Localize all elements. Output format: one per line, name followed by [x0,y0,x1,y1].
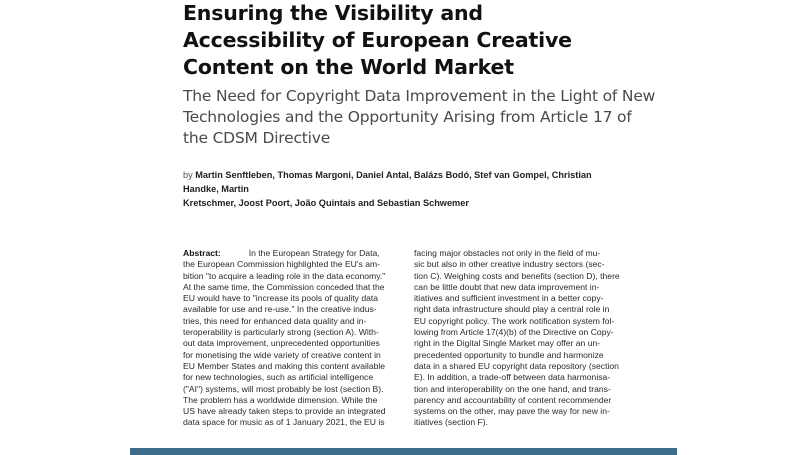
abstract-line: the European Commission highlighted the EU's am- [183,259,381,270]
abstract-line: precedented opportunity to bundle and harmonize [414,349,604,360]
author-names-line-2: Kretschmer, Joost Poort, João Quintais and Sebastian Schwemer [183,198,469,208]
abstract-line: itiatives (section F). [414,417,489,428]
abstract-column-right [414,248,628,429]
abstract-line: available for use and re-use." In the creative indus- [183,304,377,315]
abstract-line: out data improvement, unprecedented opportunities [183,338,380,349]
author-list [183,168,623,210]
abstract-line: ("AI") systems, will most probably be lost (section B). [183,383,384,394]
subtitle-line: The Need for Copyright Data Improvement in the Light of New [183,87,656,105]
paper-subtitle [183,86,656,149]
abstract-line: can be little doubt that new data improvement in- [414,281,600,292]
abstract-label: Abstract: [183,248,221,258]
abstract-line: EU copyright policy. The work notification system fol- [414,315,615,326]
title-line: Ensuring the Visibility and [183,1,483,25]
abstract-line: EU would have to "increase its pools of quality data [183,293,379,304]
abstract-line: systems on the other, may pave the way for new in- [414,406,610,417]
abstract-line: for monetising the wide variety of creative content in [183,349,381,360]
abstract-line: data space for music as of 1 January 2021, the EU is [183,417,385,428]
abstract-line: At the same time, the Commission conceded that the [183,281,385,292]
abstract-column-left [183,248,390,429]
abstract-line: bition "to acquire a leading role in the data economy." [183,270,386,281]
subtitle-line: the CDSM Directive [183,129,331,147]
abstract-line [183,248,390,259]
subtitle-line: Technologies and the Opportunity Arising from Article 17 of [183,108,632,126]
abstract-line: US have already taken steps to provide an integrated [183,406,386,417]
paper-title [183,0,663,81]
abstract-line: tion and interoperability on the one hand, and trans- [414,383,611,394]
abstract-line: parency and accountability of content recommender [414,394,612,405]
abstract-line: for new technologies, such as artificial intelligence [183,372,374,383]
abstract-line: lowing from Article 17(4)(b) of the Directive on Copy- [414,327,614,338]
abstract-line: tion C). Weighing costs and benefits (section D), there [414,270,620,281]
title-line: Accessibility of European Creative [183,28,572,52]
author-prefix: by [183,170,193,180]
abstract-line: tries, this need for enhanced data quality and in- [183,315,367,326]
abstract-line: data in a shared EU copyright data repository (section [414,360,619,371]
title-line: Content on the World Market [183,55,514,79]
abstract-line: The problem has a worldwide dimension. While the [183,394,378,405]
abstract-line: E). In addition, a trade-off between data harmonisa- [414,372,611,383]
abstract-text: In the European Strategy for Data, [248,248,380,258]
footer-accent-bar [130,448,677,455]
abstract-line: facing major obstacles not only in the field of mu- [414,248,601,258]
abstract-line: sic but also in other creative industry sectors (sec- [414,259,605,270]
abstract-line: EU Member States and making this content available [183,360,386,371]
abstract-line: right data infrastructure should play a central role in [414,304,610,315]
abstract-line: teroperability is particularly strong (section A). With- [183,327,379,338]
author-names-line-1: Martin Senftleben, Thomas Margoni, Daniel Antal, Balázs Bodó, Stef van Gompel, Christian Handke, Martin [183,170,592,194]
abstract-line: right in the Digital Single Market may offer an un- [414,338,601,349]
abstract-line: itiatives and sufficient investment in a better copy- [414,293,604,304]
